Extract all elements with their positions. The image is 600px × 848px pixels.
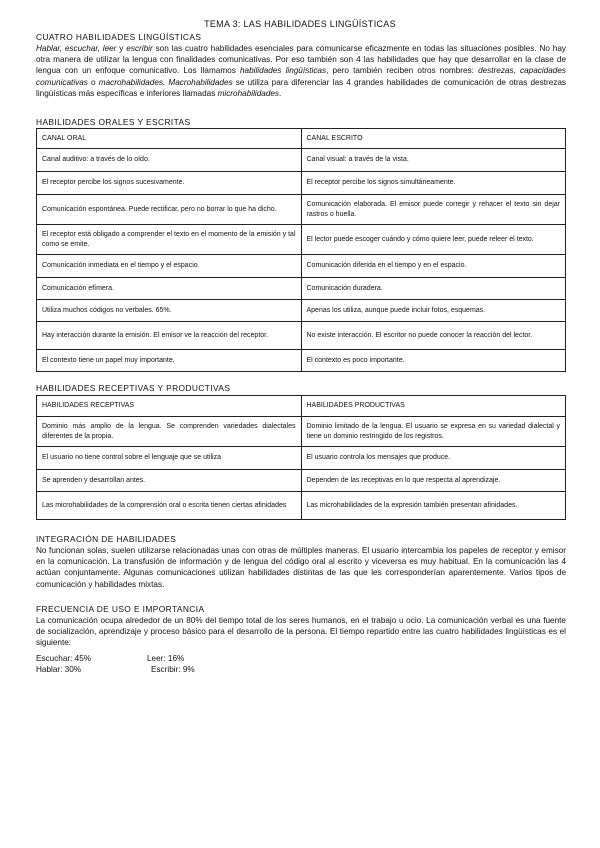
stat-leer: Leer: 16%: [147, 654, 185, 663]
table-cell: Hay interacción durante la emisión. El emisor ve la reacción del receptor.: [37, 322, 302, 350]
frequency-paragraph: La comunicación ocupa alrededor de un 80% del tiempo total de los seres humanos, en el trabajo u ocio. La comunicación verbal es una fuente de socialización, aprendizaje y proceso básico para el desarrollo de la persona. El tiempo repartido entre las cuatro habilidades lingüísticas es el siguiente:: [36, 616, 566, 648]
table-row: [37, 149, 566, 172]
table-cell: Comunicación efímera.: [37, 278, 302, 300]
term-microhabilidades: microhabilidades: [217, 88, 280, 98]
section-heading-cuatro-habilidades: CUATRO HABILIDADES LINGÜÍSTICAS: [36, 32, 202, 42]
table-row: [37, 172, 566, 195]
table-row: [37, 255, 566, 278]
table-cell: Comunicación inmediata en el tiempo y el espacio.: [37, 255, 302, 278]
oral-written-table: [36, 128, 566, 372]
term-hablar-escuchar-leer: Hablar, escuchar, leer: [36, 44, 117, 53]
section-heading-receptivas-productivas: HABILIDADES RECEPTIVAS Y PRODUCTIVAS: [36, 383, 231, 393]
table-cell: El lector puede escoger cuándo y cómo quiere leer, puede releer el texto.: [301, 225, 566, 255]
receptive-productive-table: [36, 395, 566, 520]
table-cell: El usuario no tiene control sobre el lenguaje que se utiliza: [37, 447, 302, 470]
table-row: [37, 322, 566, 350]
table-cell: Comunicación elaborada. El emisor puede corregir y rehacer el texto sin dejar rastros o huella.: [301, 195, 566, 225]
table-row: [37, 195, 566, 225]
term-habilidades-linguisticas: habilidades lingüísticas: [239, 66, 327, 76]
table-row: [37, 225, 566, 255]
table-cell: El usuario controla los mensajes que produce.: [301, 447, 566, 470]
section-heading-orales-escritas: HABILIDADES ORALES Y ESCRITAS: [36, 117, 191, 127]
table-cell: Canal visual: a través de la vista.: [301, 149, 566, 172]
table-row: [37, 300, 566, 322]
table-header-cell: HABILIDADES PRODUCTIVAS: [301, 396, 566, 417]
table-cell: Dominio limitado de la lengua. El usuario se expresa en su variedad dialectal y tiene un dominio restringido de los registros.: [301, 417, 566, 447]
stat-escribir: Escribir: 9%: [151, 665, 195, 674]
table-row: [37, 417, 566, 447]
table-header-cell: HABILIDADES RECEPTIVAS: [37, 396, 302, 417]
stat-hablar: Hablar: 30%: [36, 665, 82, 674]
table-cell: Dependen de las receptivas en lo que respecta al aprendizaje.: [301, 470, 566, 492]
table-cell: Las microhabilidades de la comprensión oral o escrita tienen ciertas afinidades: [37, 492, 302, 520]
table-cell: Comunicación diferida en el tiempo y en el espacio.: [301, 255, 566, 278]
table-cell: El receptor está obligado a comprender el texto en el momento de la emisión y tal como se emite.: [37, 225, 302, 255]
table-cell: El receptor percibe los signos sucesivamente.: [37, 172, 302, 195]
table-row: [37, 278, 566, 300]
table-header-cell: CANAL ESCRITO: [301, 129, 566, 149]
table-header-row: [37, 396, 566, 417]
table-cell: Se aprenden y desarrollan antes.: [37, 470, 302, 492]
table-cell: El receptor percibe los signos simultáneamente.: [301, 172, 566, 195]
term-destrezas: destrezas, capacidades comunicativas: [36, 66, 566, 87]
table-cell: El contexto es poco importante.: [301, 350, 566, 372]
term-escribir: escribir: [126, 44, 153, 53]
table-cell: Las microhabilidades de la expresión también presentan afinidades.: [301, 492, 566, 520]
table-row: [37, 447, 566, 470]
table-cell: Canal auditivo: a través de lo oído.: [37, 149, 302, 172]
table-cell: El contexto tiene un papel muy importante.: [37, 350, 302, 372]
document-title: TEMA 3: LAS HABILIDADES LINGÜÍSTICAS: [204, 19, 396, 29]
stat-escuchar: Escuchar: 45%: [36, 654, 92, 663]
table-cell: Utiliza muchos códigos no verbales. 65%.: [37, 300, 302, 322]
table-row: [37, 350, 566, 372]
table-row: [37, 470, 566, 492]
table-cell: Comunicación duradera.: [301, 278, 566, 300]
table-cell: Comunicación espontánea. Puede rectificar, pero no borrar lo que ha dicho.: [37, 195, 302, 225]
table-cell: No existe interacción. El escritor no puede conocer la reacción del lector.: [301, 322, 566, 350]
section-heading-integracion: INTEGRACIÓN DE HABILIDADES: [36, 534, 177, 544]
integration-paragraph: No funcionan solas, suelen utilizarse relacionadas unas con otras de múltiples maneras. El usuario intercambia los papeles de receptor y emisor en la comunicación. La transfusión de información y de lengua del código oral al escrito y viceversa es muy habitual. En la comunicación las 4 actúan conjuntamente. Algunas comunicaciones utilizan habilidades distintas de las que les corresponderían aparentemente. Varios tipos de comunicación y habilidades mixtas.: [36, 546, 566, 589]
table-header-cell: CANAL ORAL: [37, 129, 302, 149]
term-macrohabilidades: macrohabilidades. Macrohabilidades: [98, 77, 233, 87]
table-row: [37, 492, 566, 520]
table-cell: Dominio más amplio de la lengua. Se comprenden variedades dialectales diferentes de la propia.: [37, 417, 302, 447]
table-header-row: [37, 129, 566, 149]
table-cell: Apenas los utiliza, aunque puede incluir fotos, esquemas.: [301, 300, 566, 322]
intro-paragraph: Hablar, escuchar, leer y escribir son las cuatro habilidades esenciales para comunicarse eficazmente en todas las situaciones posibles. No hay otra manera de utilizar la lengua con finalidades comunicativas. Por eso también son 4 las habilidades que hay que desarrollar en la clase de lengua con un enfoque comunicativo. Los llamamos habilidades lingüísticas, pero también reciben otros nombres: destrezas, capacidades comunicativas o macrohabilidades. Macrohabilidades se utiliza para diferenciar las 4 grandes habilidades de comunicación de otras destrezas lingüísticas más específicas e inferiores llamadas microhabilidades.: [36, 44, 566, 98]
section-heading-frecuencia: FRECUENCIA DE USO E IMPORTANCIA: [36, 604, 205, 614]
